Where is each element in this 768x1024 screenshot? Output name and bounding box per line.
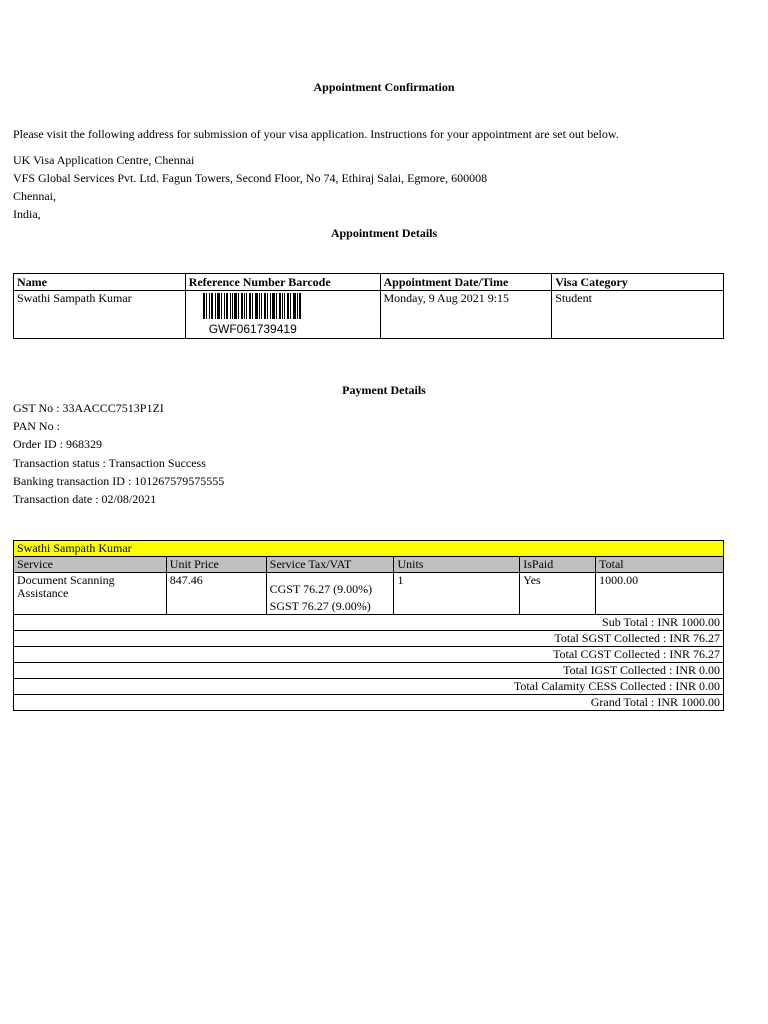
total-cess: Total Calamity CESS Collected : INR 0.00 xyxy=(14,679,724,695)
col-header-reference: Reference Number Barcode xyxy=(185,274,380,291)
appointment-row xyxy=(14,291,724,339)
gst-number: GST No : 33AACCC7513P1ZI xyxy=(13,401,164,415)
col-header-tax: Service Tax/VAT xyxy=(266,557,394,573)
invoice-table xyxy=(13,540,724,711)
banking-transaction-id: Banking transaction ID : 101267579575555 xyxy=(13,474,225,488)
item-units: 1 xyxy=(394,573,520,615)
col-header-ispaid: IsPaid xyxy=(520,557,596,573)
transaction-date: Transaction date : 02/08/2021 xyxy=(13,492,157,506)
appointment-heading: Appointment Details xyxy=(330,226,438,240)
barcode-image xyxy=(203,293,303,319)
page-title: Appointment Confirmation xyxy=(313,80,455,94)
transaction-status: Transaction status : Transaction Success xyxy=(13,456,206,470)
intro-text: Please visit the following address for submission of your visa application. Instructions for your appointment are set out below. xyxy=(13,127,619,141)
sub-total: Sub Total : INR 1000.00 xyxy=(14,615,724,631)
item-service: Document Scanning Assistance xyxy=(14,573,167,615)
summary-row xyxy=(14,663,724,679)
col-header-name: Name xyxy=(14,274,186,291)
appointment-table xyxy=(13,273,724,339)
item-unit-price: 847.46 xyxy=(166,573,266,615)
total-sgst: Total SGST Collected : INR 76.27 xyxy=(14,631,724,647)
item-total: 1000.00 xyxy=(596,573,724,615)
col-header-category: Visa Category xyxy=(552,274,724,291)
appointment-name: Swathi Sampath Kumar xyxy=(14,291,186,339)
summary-row xyxy=(14,679,724,695)
payment-heading: Payment Details xyxy=(342,383,426,397)
address-line-4: India, xyxy=(13,207,41,221)
invoice-header-row xyxy=(14,557,724,573)
reference-barcode-cell xyxy=(185,291,380,339)
visa-category: Student xyxy=(552,291,724,339)
item-cgst: CGST 76.27 (9.00%) xyxy=(269,582,373,596)
appointment-datetime: Monday, 9 Aug 2021 9:15 xyxy=(380,291,552,339)
customer-name: Swathi Sampath Kumar xyxy=(14,541,724,557)
col-header-units: Units xyxy=(394,557,520,573)
summary-row xyxy=(14,615,724,631)
pan-number: PAN No : xyxy=(13,419,60,433)
col-header-service: Service xyxy=(14,557,167,573)
address-line-2: VFS Global Services Pvt. Ltd. Fagun Towers, Second Floor, No 74, Ethiraj Salai, Egmore, 600008 xyxy=(13,171,488,185)
address-line-1: UK Visa Application Centre, Chennai xyxy=(13,153,195,167)
address-line-3: Chennai, xyxy=(13,189,56,203)
item-sgst: SGST 76.27 (9.00%) xyxy=(269,599,371,613)
appointment-header-row xyxy=(14,274,724,291)
total-igst: Total IGST Collected : INR 0.00 xyxy=(14,663,724,679)
summary-row xyxy=(14,647,724,663)
col-header-unit-price: Unit Price xyxy=(166,557,266,573)
item-tax-cell xyxy=(266,573,394,615)
summary-row xyxy=(14,695,724,711)
grand-total: Grand Total : INR 1000.00 xyxy=(14,695,724,711)
col-header-datetime: Appointment Date/Time xyxy=(380,274,552,291)
reference-number: GWF061739419 xyxy=(208,322,297,336)
customer-row xyxy=(14,541,724,557)
total-cgst: Total CGST Collected : INR 76.27 xyxy=(14,647,724,663)
order-id: Order ID : 968329 xyxy=(13,437,102,451)
col-header-total: Total xyxy=(596,557,724,573)
summary-row xyxy=(14,631,724,647)
invoice-item-row xyxy=(14,573,724,615)
item-ispaid: Yes xyxy=(520,573,596,615)
